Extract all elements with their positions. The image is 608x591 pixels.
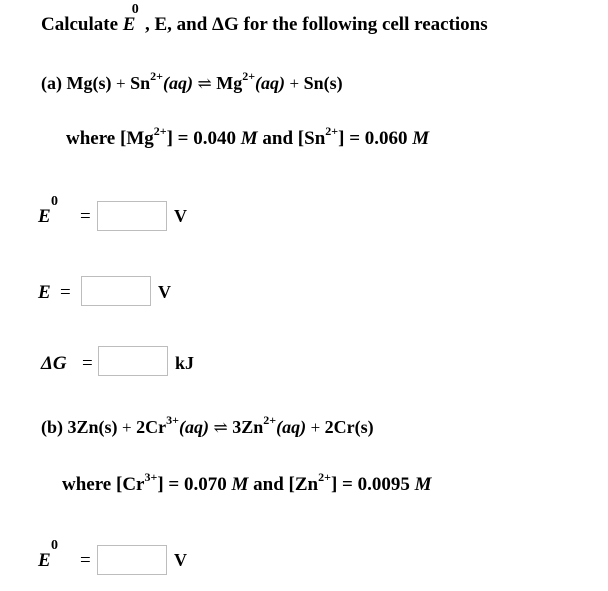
superscript-zero: 0 <box>131 2 139 17</box>
equilibrium-arrow: ⇌ <box>213 418 228 437</box>
equals-sign: = <box>80 550 91 571</box>
title-delta-g: ΔG <box>212 14 239 35</box>
unit-volts: V <box>158 282 171 302</box>
label-e-standard-b: E 0 <box>38 538 58 571</box>
equals-sign: = <box>80 206 91 227</box>
label-e-standard-a: E 0 <box>38 194 58 227</box>
title-middle: , E, and <box>144 14 213 35</box>
e-standard-b-input[interactable] <box>97 545 167 575</box>
unit-kilojoules: kJ <box>175 353 195 373</box>
e-a-input[interactable] <box>81 276 151 306</box>
delta-g-a-input[interactable] <box>98 346 168 376</box>
label-delta-g-a: ΔG <box>41 353 67 374</box>
title-prefix: Calculate <box>41 14 123 35</box>
e-standard-a-input[interactable] <box>97 201 167 231</box>
unit-volts: V <box>174 550 187 570</box>
equals-sign: = <box>60 282 71 303</box>
unit-volts: V <box>174 206 187 226</box>
conditions-a: where $[Mg^{2+}] = 0.040$ M and $[Sn^{2+}] = 0.060$ M <box>66 123 430 149</box>
title-suffix: for the following cell reactions <box>238 14 488 35</box>
superscript-zero: 0 <box>51 194 58 209</box>
reaction-a: (a) $Mg(s) + Sn^{2+}(aq)$ ⇌ $Mg^{2+}(aq) + Sn(s)$ <box>41 69 343 93</box>
label-e-a: E <box>38 282 51 303</box>
equilibrium-arrow: ⇌ <box>197 74 212 93</box>
reaction-b: (b) $3Zn(s) + 2Cr^{3+}(aq)$ ⇌ $3Zn^{2+}(aq) + 2Cr(s)$ <box>41 413 374 437</box>
title-e-standard: E 0 <box>122 2 139 35</box>
superscript-zero: 0 <box>51 538 58 553</box>
conditions-b: where $[Cr^{3+}] = 0.070$ M and $[Zn^{2+}] = 0.0095$ M <box>62 469 432 495</box>
question-title <box>41 2 488 36</box>
equals-sign: = <box>82 353 93 374</box>
